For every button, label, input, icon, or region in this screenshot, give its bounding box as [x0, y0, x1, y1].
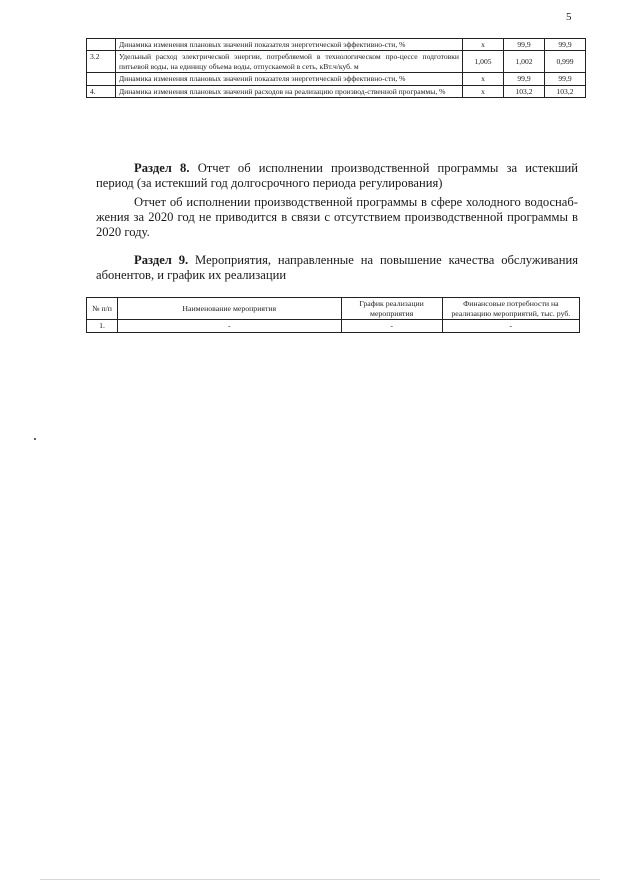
measures-table — [86, 297, 580, 333]
row-number — [87, 73, 116, 85]
plan-value: х — [463, 73, 504, 85]
column-header-schedule: График реализации мероприятия — [341, 298, 442, 320]
row-number: 4. — [87, 85, 116, 97]
scan-bottom-edge — [40, 879, 600, 880]
fact-value: 103,2 — [504, 85, 545, 97]
fact-value: 99,9 — [504, 73, 545, 85]
scan-dot — [34, 438, 36, 440]
measure-finance: - — [442, 320, 579, 333]
plan-value: х — [463, 85, 504, 97]
efficiency-indicators-table — [86, 38, 586, 98]
section-9-heading — [96, 253, 578, 283]
section-8-label: Раздел 8. — [134, 161, 190, 175]
page-number: 5 — [566, 11, 572, 23]
fact-value: 99,9 — [504, 39, 545, 51]
column-header-num: № п/п — [87, 298, 118, 320]
table-row — [87, 73, 586, 85]
table-row — [87, 51, 586, 73]
row-number — [87, 39, 116, 51]
plan-value: х — [463, 39, 504, 51]
column-header-finance: Финансовые потребности на реализацию мероприятий, тыс. руб. — [442, 298, 579, 320]
ratio-value: 99,9 — [545, 39, 586, 51]
row-description: Удельный расход электрической энергии, потребляемой в технологическом про-цессе подготовки питьевой воды, на единицу объема воды, отпускаемой в сеть, кВт.ч/куб. м — [116, 51, 463, 73]
table-row — [87, 320, 580, 333]
section-8-paragraph: Отчет об исполнении производственной программы в сфере холодного водоснаб-жения за 2020 год не приводится в связи с отсутствием производственной программы в 2020 году. — [96, 195, 578, 239]
table-header-row — [87, 298, 580, 320]
row-description: Динамика изменения плановых значений показателя энергетической эффективно-сти, % — [116, 73, 463, 85]
ratio-value: 103,2 — [545, 85, 586, 97]
section-9-label: Раздел 9. — [134, 253, 189, 267]
ratio-value: 99,9 — [545, 73, 586, 85]
measure-name: - — [118, 320, 341, 333]
row-number: 1. — [87, 320, 118, 333]
section-8-body — [96, 195, 578, 240]
row-description: Динамика изменения плановых значений показателя энергетической эффективно-сти, % — [116, 39, 463, 51]
column-header-name: Наименование мероприятия — [118, 298, 341, 320]
row-description: Динамика изменения плановых значений расходов на реализацию производ-ственной программы, % — [116, 85, 463, 97]
ratio-value: 0,999 — [545, 51, 586, 73]
section-8-heading — [96, 161, 578, 191]
section-8-title: Отчет об исполнении производственной программы за истекший период (за истекший год долгосрочного периода регулирования) — [96, 161, 578, 190]
fact-value: 1,002 — [504, 51, 545, 73]
table-row — [87, 85, 586, 97]
measure-schedule: - — [341, 320, 442, 333]
plan-value: 1,005 — [463, 51, 504, 73]
row-number: 3.2 — [87, 51, 116, 73]
section-9-title: Мероприятия, направленные на повышение качества обслуживания абонентов, и график их реализации — [96, 253, 578, 282]
table-row — [87, 39, 586, 51]
